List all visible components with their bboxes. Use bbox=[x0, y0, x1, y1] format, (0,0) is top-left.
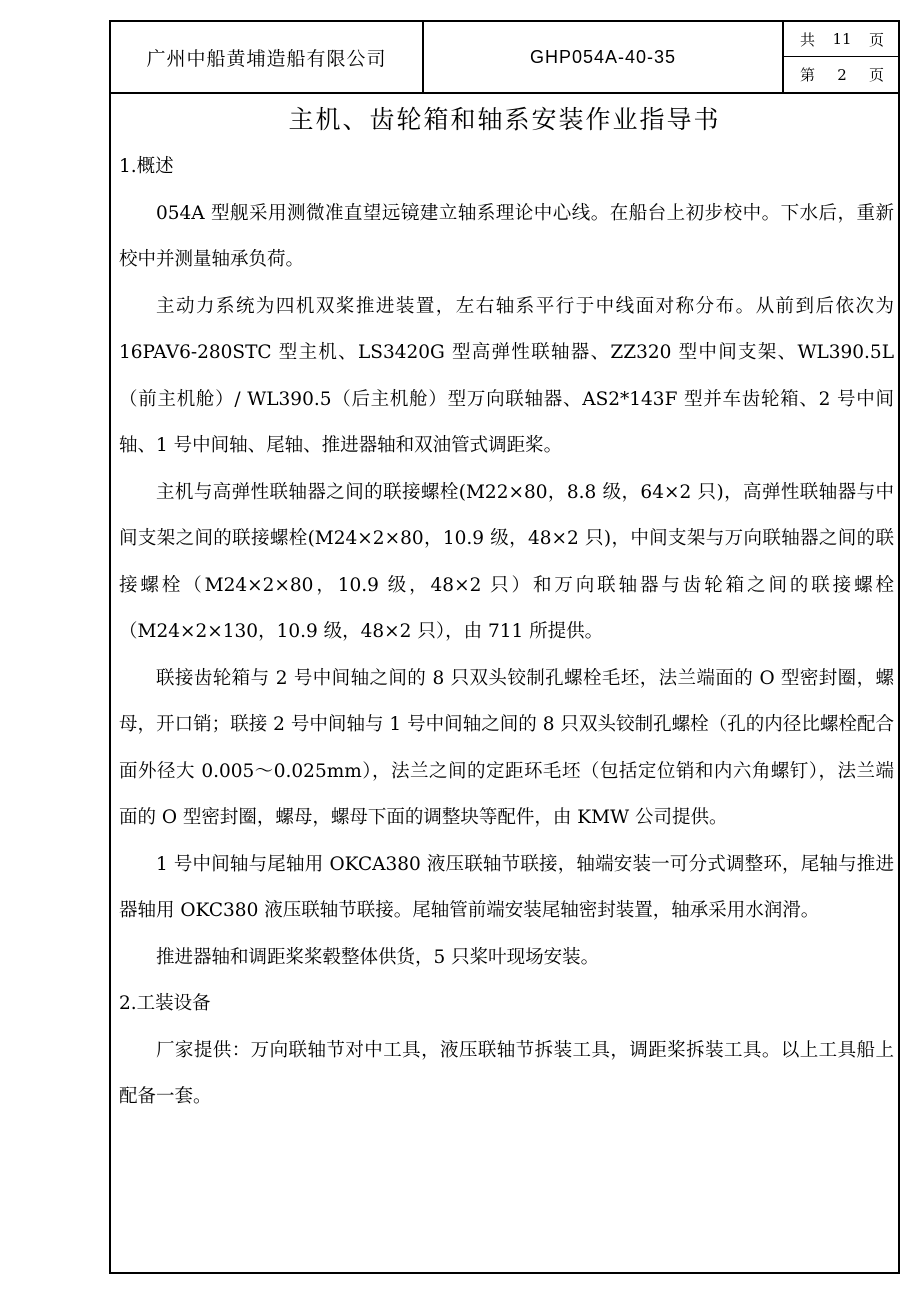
total-unit: 页 bbox=[868, 30, 884, 49]
paragraph: 1 号中间轴与尾轴用 OKCA380 液压联轴节联接，轴端安装一可分式调整环，尾轴与推进器轴用 OKC380 液压联轴节联接。尾轴管前端安装尾轴密封装置，轴承采用水润滑。 bbox=[119, 853, 894, 921]
total-pages-row bbox=[784, 22, 898, 57]
paragraph: 054A 型舰采用测微准直望远镜建立轴系理论中心线。在船台上初步校中。下水后，重新校中并测量轴承负荷。 bbox=[119, 202, 894, 270]
page-info bbox=[784, 22, 898, 92]
section-heading-equipment: 2.工装设备 bbox=[119, 993, 211, 1014]
paragraph: 推进器轴和调距桨桨毂整体供货，5 只桨叶现场安装。 bbox=[156, 946, 600, 968]
page-unit: 页 bbox=[868, 66, 884, 84]
header-table bbox=[111, 22, 898, 94]
paragraph: 厂家提供：万向联轴节对中工具，液压联轴节拆装工具，调距桨拆装工具。以上工具船上配备一套。 bbox=[119, 1039, 894, 1107]
document-body bbox=[119, 144, 894, 1121]
page-number-row bbox=[784, 57, 898, 92]
paragraph: 主动力系统为四机双桨推进装置，左右轴系平行于中线面对称分布。从前到后依次为 16PAV6-280STC 型主机、LS3420G 型高弹性联轴器、ZZ320 型中间支架、WL390.5L（前主机舱）/ WL390.5（后主机舱）型万向联轴器、AS2*143F 型并车齿轮箱、2 号中间轴、1 号中间轴、尾轴、推进器轴和双油管式调距桨。 bbox=[119, 295, 894, 456]
total-prefix: 共 bbox=[800, 30, 816, 49]
paragraph: 主机与高弹性联轴器之间的联接螺栓(M22×80，8.8 级，64×2 只)，高弹性联轴器与中间支架之间的联接螺栓(M24×2×80，10.9 级，48×2 只)，中间支架与万向联轴器之间的联接螺栓（M24×2×80，10.9 级，48×2 只）和万向联轴器与齿轮箱之间的联接螺栓（M24×2×130，10.9 级，48×2 只），由 711 所提供。 bbox=[119, 481, 894, 642]
company-name: 广州中船黄埔造船有限公司 bbox=[111, 22, 424, 92]
total-pages: 11 bbox=[832, 30, 852, 48]
page-prefix: 第 bbox=[800, 66, 816, 84]
document-number: GHP054A-40-35 bbox=[424, 22, 784, 92]
document-frame bbox=[109, 20, 900, 1274]
paragraph: 联接齿轮箱与 2 号中间轴之间的 8 只双头铰制孔螺栓毛坯，法兰端面的 O 型密封圈，螺母，开口销；联接 2 号中间轴与 1 号中间轴之间的 8 只双头铰制孔螺栓（孔的内径比螺栓配合面外径大 0.005～0.025mm），法兰之间的定距环毛坯（包括定位销和内六角螺钉），法兰端面的 O 型密封圈，螺母，螺母下面的调整块等配件，由 KMW 公司提供。 bbox=[119, 667, 894, 828]
document-title: 主机、齿轮箱和轴系安装作业指导书 bbox=[288, 105, 721, 134]
page-number: 2 bbox=[837, 65, 847, 84]
section-heading-overview: 1.概述 bbox=[119, 156, 174, 177]
